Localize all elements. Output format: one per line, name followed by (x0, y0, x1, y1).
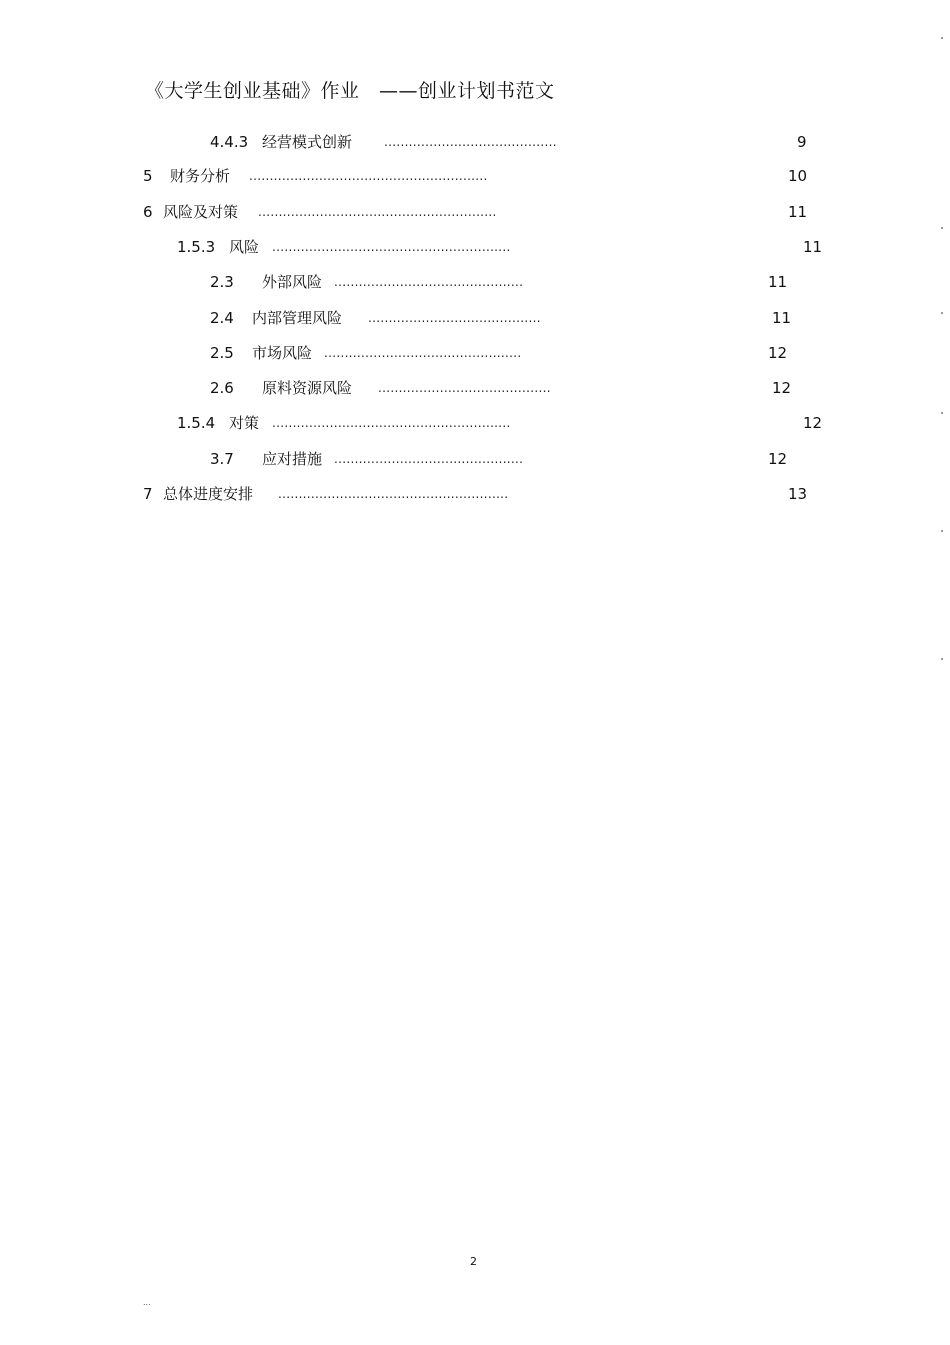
toc-entry-leader: .............................................. (334, 275, 524, 289)
toc-entry-leader: .......................................................... (272, 240, 511, 254)
toc-entry-page: 11 (803, 238, 823, 256)
scan-edge-mark (941, 530, 943, 532)
toc-entry (143, 202, 813, 222)
toc-entry-title: 风险及对策 (163, 203, 239, 221)
toc-entry-page: 9 (797, 133, 807, 151)
toc-entry (210, 132, 810, 152)
toc-entry-number: 3.7 (210, 450, 234, 468)
toc-entry-title: 财务分析 (170, 167, 231, 185)
toc-entry-title: 风险 (229, 238, 260, 256)
toc-entry-page: 12 (768, 344, 788, 362)
scan-edge-mark (941, 227, 943, 229)
toc-entry-number: 1.5.4 (177, 414, 216, 432)
toc-entry-page: 13 (788, 485, 808, 503)
toc-entry-number: 6 (143, 203, 153, 221)
toc-entry-number: 2.6 (210, 379, 234, 397)
scan-edge-mark (941, 658, 943, 660)
scan-edge-mark (941, 412, 943, 414)
toc-entry (177, 237, 827, 257)
toc-entry-title: 原料资源风险 (262, 379, 353, 397)
toc-entry-number: 2.4 (210, 309, 234, 327)
toc-entry-title: 总体进度安排 (163, 485, 254, 503)
toc-entry-number: 1.5.3 (177, 238, 216, 256)
toc-entry-page: 11 (768, 273, 788, 291)
toc-entry-title: 市场风险 (252, 344, 313, 362)
toc-entry-number: 2.5 (210, 344, 234, 362)
toc-entry-page: 10 (788, 167, 808, 185)
toc-entry-title: 外部风险 (262, 273, 323, 291)
scan-edge-mark (941, 312, 943, 314)
toc-entry (143, 484, 813, 504)
toc-entry-page: 12 (768, 450, 788, 468)
toc-entry (210, 308, 800, 328)
toc-entry (143, 166, 813, 186)
toc-entry-number: 4.4.3 (210, 133, 249, 151)
page-number: 2 (470, 1255, 477, 1268)
toc-entry-leader: .......................................................... (258, 205, 497, 219)
toc-entry-page: 11 (772, 309, 792, 327)
toc-entry-page: 11 (788, 203, 808, 221)
toc-entry (210, 449, 800, 469)
toc-entry (210, 343, 800, 363)
toc-entry-leader: .......................................................... (272, 416, 511, 430)
toc-entry-leader: ........................................................ (278, 487, 509, 501)
page-title: 《大学生创业基础》作业 ——创业计划书范文 (145, 80, 555, 102)
toc-entry (177, 413, 827, 433)
toc-entry-leader: .......................................... (378, 381, 551, 395)
toc-entry-leader: .......................................... (368, 311, 541, 325)
toc-entry-title: 应对措施 (262, 450, 323, 468)
toc-entry (210, 378, 800, 398)
toc-entry-leader: ................................................ (324, 346, 522, 360)
toc-entry-title: 对策 (229, 414, 260, 432)
toc-entry (210, 272, 800, 292)
toc-entry-leader: .......................................... (384, 135, 557, 149)
toc-entry-title: 内部管理风险 (252, 309, 343, 327)
toc-entry-page: 12 (803, 414, 823, 432)
toc-entry-leader: .............................................. (334, 452, 524, 466)
toc-entry-title: 经营模式创新 (262, 133, 353, 151)
toc-entry-leader: .......................................................... (249, 169, 488, 183)
toc-entry-number: 5 (143, 167, 153, 185)
toc-entry-page: 12 (772, 379, 792, 397)
scan-edge-mark (941, 37, 943, 39)
toc-entry-number: 7 (143, 485, 153, 503)
toc-entry-number: 2.3 (210, 273, 234, 291)
footer-mark: ... (143, 1298, 151, 1307)
